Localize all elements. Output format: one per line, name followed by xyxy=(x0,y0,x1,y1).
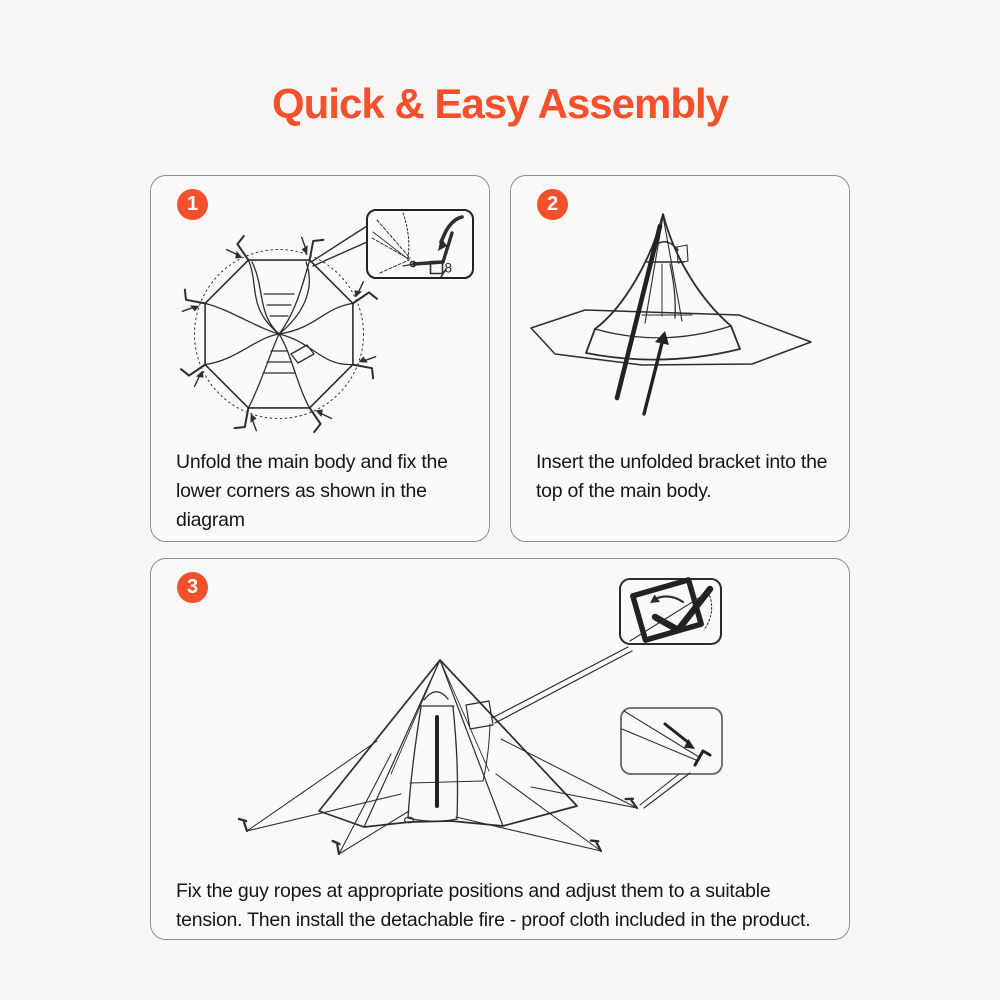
insert-up-arrow-icon xyxy=(644,331,669,414)
fire-cloth-leader-line xyxy=(492,647,632,723)
guy-rope-inset xyxy=(621,708,722,808)
guy-ropes xyxy=(247,739,637,854)
step-1-panel xyxy=(150,175,490,542)
step-2-badge: 2 xyxy=(537,189,568,220)
page-title: Quick & Easy Assembly xyxy=(271,80,728,127)
step-3-panel xyxy=(150,558,850,940)
stake-detail-inset xyxy=(367,210,473,278)
inset-leader-line xyxy=(640,773,690,808)
step-3-badge: 3 xyxy=(177,572,208,603)
tent-outline xyxy=(319,660,577,827)
vent-flap xyxy=(291,345,314,363)
stake-count-label: 8 xyxy=(444,260,453,276)
step-1-caption: Unfold the main body and fix the lower corners as shown in the diagram xyxy=(176,451,448,531)
step-2-caption: Insert the unfolded bracket into the top of the main body. xyxy=(536,451,828,502)
step-2-panel xyxy=(510,175,850,542)
step-3-caption: Fix the guy ropes at appropriate positions and adjust them to a suitable tension. Then install the detachable fire - proof cloth included in the product. xyxy=(176,880,811,931)
tent-seams xyxy=(364,660,503,827)
fire-cloth-inset xyxy=(620,579,721,644)
step-1-badge: 1 xyxy=(177,189,208,220)
